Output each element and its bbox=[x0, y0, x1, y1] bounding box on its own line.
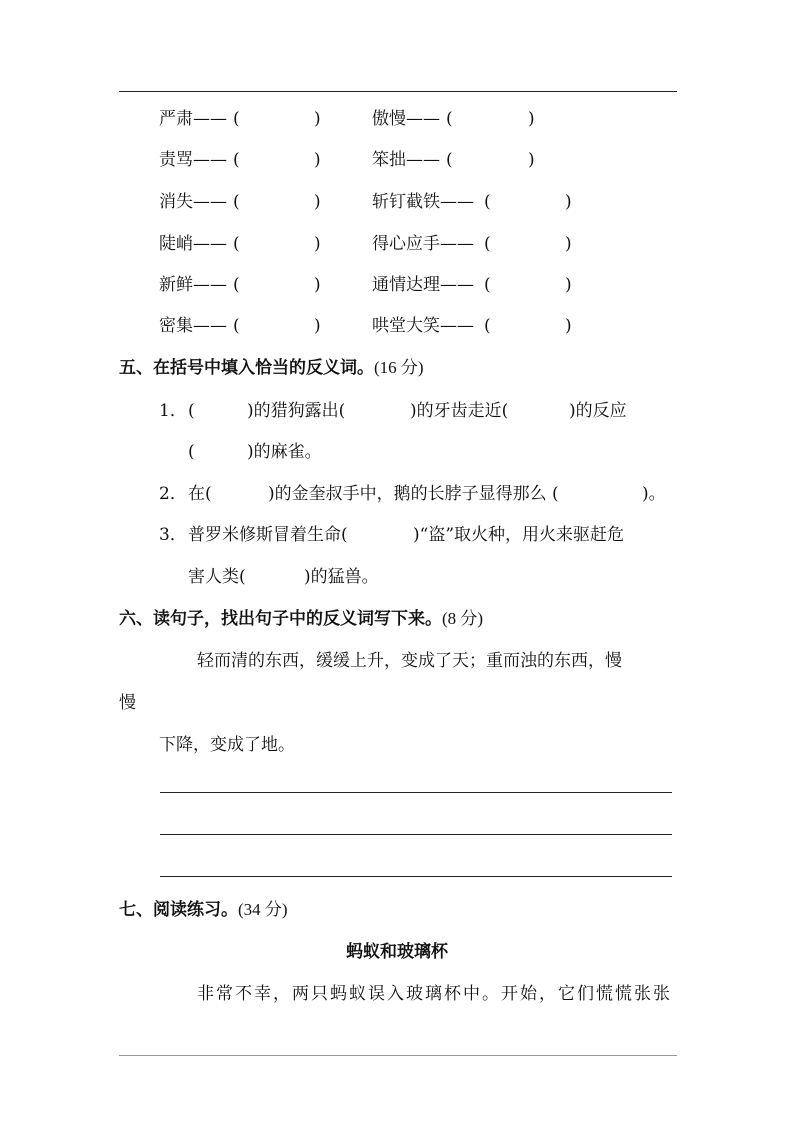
close-paren: ) bbox=[565, 234, 572, 254]
header-rule bbox=[119, 91, 677, 92]
close-paren: ) bbox=[314, 192, 321, 212]
section6-sentence-line3: 下降，变成了地。 bbox=[159, 735, 295, 755]
pair-left-5 bbox=[159, 275, 227, 295]
q1-line2-open: ( bbox=[188, 442, 195, 462]
story-line-1: 非常不幸，两只蚂蚁误入玻璃杯中。开始，它们慌慌张张 bbox=[197, 984, 672, 1004]
pair-right-6 bbox=[372, 316, 474, 336]
section5-heading bbox=[119, 358, 424, 378]
q2-text-2: )的金奎叔手中，鹅的长脖子显得那么 ( bbox=[268, 484, 559, 504]
pair-right-5 bbox=[372, 275, 474, 295]
q1-line2-text: )的麻雀。 bbox=[247, 442, 322, 462]
pair-word: 新鲜 bbox=[159, 275, 193, 295]
section6-sentence-line1: 轻而清的东西，缓缓上升，变成了天；重而浊的东西，慢 bbox=[197, 651, 622, 671]
pair-dash: —— bbox=[193, 192, 227, 212]
pair-dash: —— bbox=[193, 316, 227, 336]
pair-left-3 bbox=[159, 192, 227, 212]
open-paren: ( bbox=[233, 316, 240, 336]
section7-heading bbox=[119, 900, 288, 920]
close-paren: ) bbox=[314, 109, 321, 129]
pair-right-4 bbox=[372, 234, 474, 254]
pair-dash: —— bbox=[193, 150, 227, 170]
pair-left-6 bbox=[159, 316, 227, 336]
answer-line-1[interactable] bbox=[160, 792, 672, 793]
pair-dash: —— bbox=[440, 192, 474, 212]
open-paren: ( bbox=[484, 316, 491, 336]
story-title: 蚂蚁和玻璃杯 bbox=[346, 942, 448, 962]
q1-paren-open: ( bbox=[188, 401, 195, 421]
pair-dash: —— bbox=[440, 234, 474, 254]
section5-title: 五、在括号中填入恰当的反义词。 bbox=[119, 358, 374, 378]
open-paren: ( bbox=[233, 150, 240, 170]
pair-word: 傲慢 bbox=[372, 109, 406, 129]
pair-dash: —— bbox=[406, 109, 440, 129]
pair-right-3 bbox=[372, 192, 474, 212]
pair-word: 陡峭 bbox=[159, 234, 193, 254]
q2-text-3: )。 bbox=[642, 484, 666, 504]
open-paren: ( bbox=[233, 275, 240, 295]
pair-dash: —— bbox=[440, 275, 474, 295]
open-paren: ( bbox=[233, 109, 240, 129]
section6-heading bbox=[119, 609, 483, 629]
close-paren: ) bbox=[314, 275, 321, 295]
pair-dash: —— bbox=[406, 150, 440, 170]
pair-dash: —— bbox=[440, 316, 474, 336]
close-paren: ) bbox=[314, 316, 321, 336]
close-paren: ) bbox=[565, 275, 572, 295]
open-paren: ( bbox=[233, 192, 240, 212]
q1-number: 1． bbox=[159, 401, 187, 421]
pair-dash: —— bbox=[193, 275, 227, 295]
pair-right-1 bbox=[372, 109, 440, 129]
section5-score: (16 分) bbox=[374, 358, 424, 377]
q1-text-1: )的猎狗露出( bbox=[247, 401, 346, 421]
pair-word: 笨拙 bbox=[372, 150, 406, 170]
close-paren: ) bbox=[314, 150, 321, 170]
pair-word: 密集 bbox=[159, 316, 193, 336]
pair-word: 哄堂大笑 bbox=[372, 316, 440, 336]
pair-left-1 bbox=[159, 109, 227, 129]
footer-rule bbox=[119, 1055, 677, 1056]
q3-number: 3． bbox=[159, 525, 187, 545]
section7-title: 七、阅读练习。 bbox=[119, 900, 238, 920]
close-paren: ) bbox=[565, 316, 572, 336]
pair-word: 通情达理 bbox=[372, 275, 440, 295]
section6-sentence-line2: 慢 bbox=[119, 693, 136, 713]
pair-left-4 bbox=[159, 234, 227, 254]
open-paren: ( bbox=[233, 234, 240, 254]
section6-title: 六、读句子，找出句子中的反义词写下来。 bbox=[119, 609, 442, 629]
close-paren: ) bbox=[528, 109, 535, 129]
open-paren: ( bbox=[484, 192, 491, 212]
q3-line2-text-1: 害人类( bbox=[188, 567, 246, 587]
pair-word: 斩钉截铁 bbox=[372, 192, 440, 212]
close-paren: ) bbox=[528, 150, 535, 170]
q3-text-2: )“盗”取火种，用火来驱赶危 bbox=[413, 525, 625, 545]
close-paren: ) bbox=[565, 192, 572, 212]
pair-word: 责骂 bbox=[159, 150, 193, 170]
section6-score: (8 分) bbox=[442, 609, 484, 628]
q2-number: 2． bbox=[159, 484, 187, 504]
pair-word: 得心应手 bbox=[372, 234, 440, 254]
pair-word: 消失 bbox=[159, 192, 193, 212]
pair-word: 严肃 bbox=[159, 109, 193, 129]
q2-text-1: 在( bbox=[188, 484, 212, 504]
close-paren: ) bbox=[314, 234, 321, 254]
pair-right-2 bbox=[372, 150, 440, 170]
open-paren: ( bbox=[446, 150, 453, 170]
pair-left-2 bbox=[159, 150, 227, 170]
open-paren: ( bbox=[446, 109, 453, 129]
q3-line2-text-2: )的猛兽。 bbox=[304, 567, 379, 587]
q1-text-3: )的反应 bbox=[569, 401, 627, 421]
q3-text-1: 普罗米修斯冒着生命( bbox=[188, 525, 348, 545]
open-paren: ( bbox=[484, 275, 491, 295]
pair-dash: —— bbox=[193, 234, 227, 254]
open-paren: ( bbox=[484, 234, 491, 254]
q1-text-2: )的牙齿走近( bbox=[410, 401, 509, 421]
answer-line-3[interactable] bbox=[160, 876, 672, 877]
answer-line-2[interactable] bbox=[160, 834, 672, 835]
pair-dash: —— bbox=[193, 109, 227, 129]
section7-score: (34 分) bbox=[238, 900, 288, 919]
